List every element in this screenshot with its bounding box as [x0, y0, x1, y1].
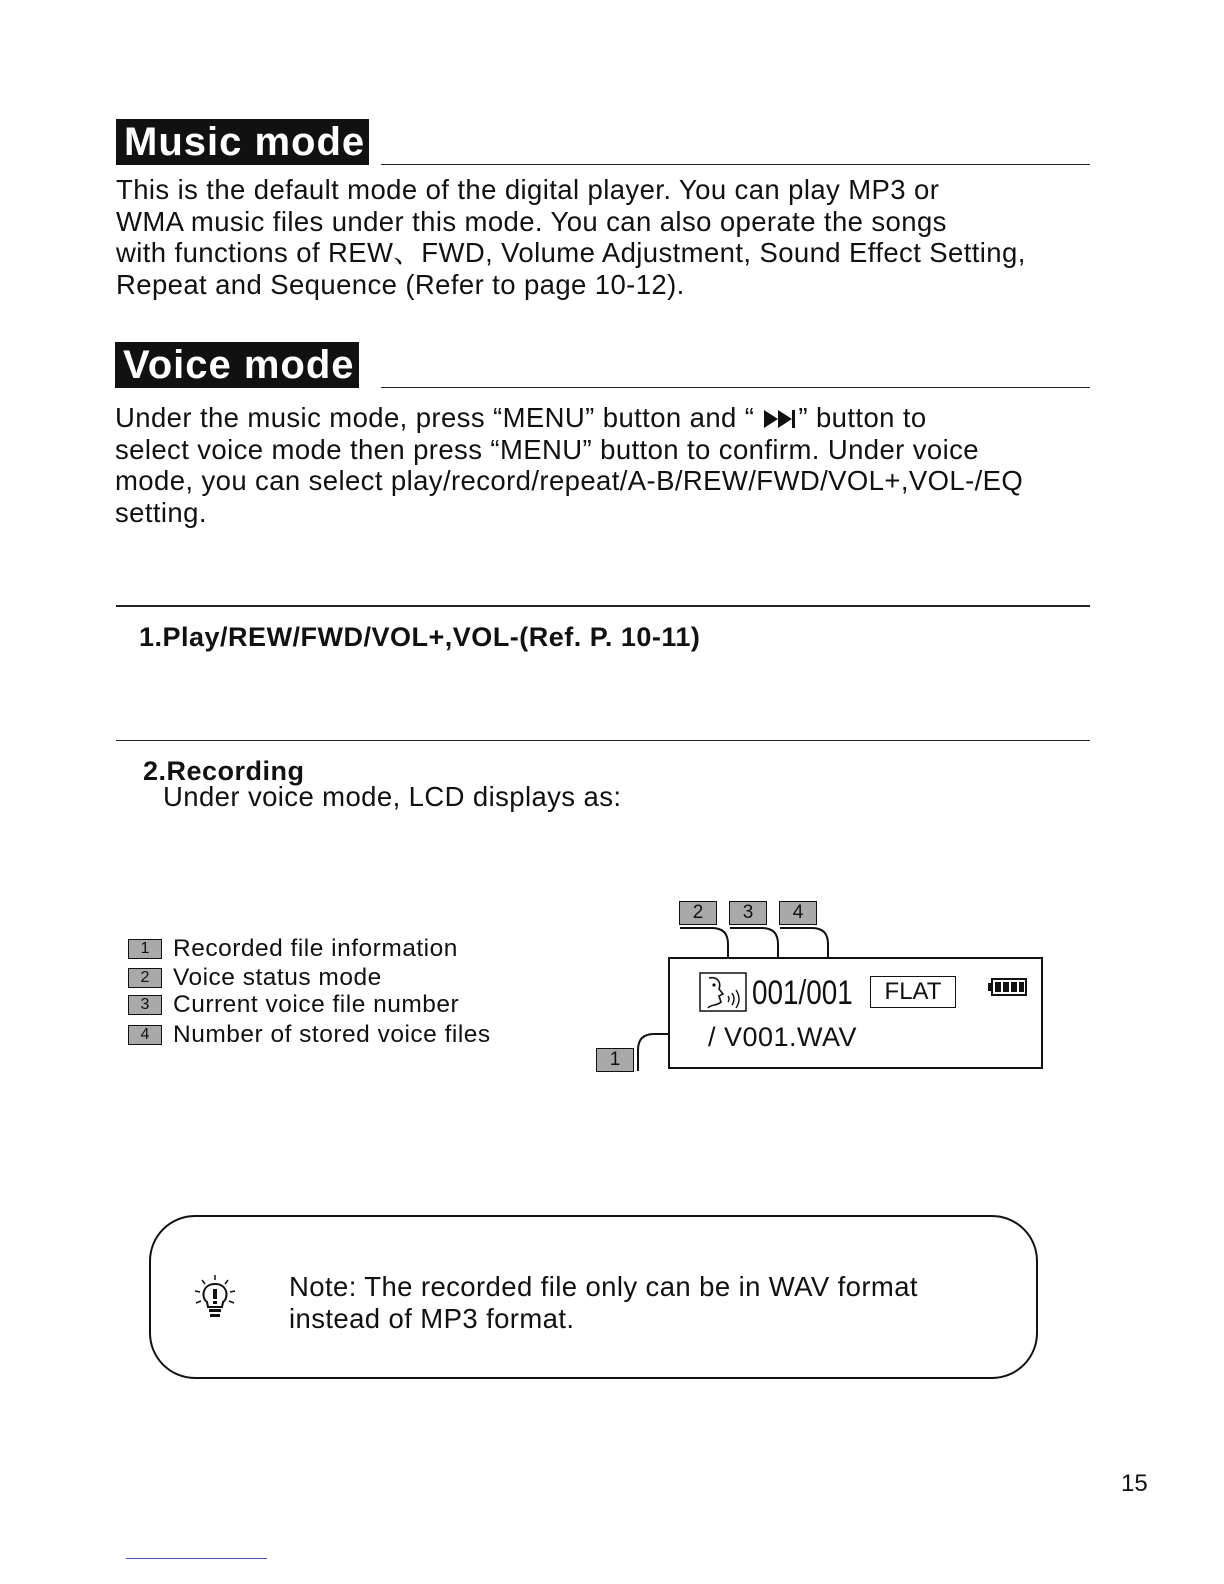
eq-setting-label: FLAT: [870, 976, 956, 1008]
battery-icon: [988, 977, 1028, 997]
callout-4: 4: [779, 901, 817, 925]
voice-line-1-post: ” button to: [798, 402, 927, 433]
voice-line-3: mode, you can select play/record/repeat/A-B/REW/FWD/VOL+,VOL-/EQ: [115, 465, 1024, 497]
music-mode-heading: Music mode: [116, 119, 369, 165]
legend-number-2: 2: [128, 968, 162, 988]
callout-1: 1: [596, 1048, 634, 1072]
recording-heading: 2.Recording: [143, 756, 305, 786]
legend-number-4: 4: [128, 1025, 162, 1045]
legend-text-4: Number of stored voice files: [173, 1021, 491, 1048]
music-line-3: with functions of REW、FWD, Volume Adjustment, Sound Effect Setting,: [116, 237, 1026, 269]
voice-line-4: setting.: [115, 497, 207, 529]
voice-line-2: select voice mode then press “MENU” button to confirm. Under voice: [115, 433, 979, 465]
music-line-1: This is the default mode of the digital player. You can play MP3 or: [116, 174, 940, 205]
voice-line-1-pre: Under the music mode, press “MENU” button and “: [115, 402, 763, 433]
recording-intro: Under voice mode, LCD displays as:: [163, 781, 622, 812]
music-line-2: WMA music files under this mode. You can also operate the songs: [116, 205, 947, 237]
page-number: 15: [1121, 1470, 1148, 1497]
note-line-2: instead of MP3 format.: [289, 1302, 575, 1334]
voice-mode-heading: Voice mode: [115, 342, 359, 388]
legend-number-3: 3: [128, 995, 162, 1015]
footer-link-underline: [126, 1558, 267, 1559]
lightbulb-icon: [193, 1274, 237, 1320]
legend-number-1: 1: [128, 939, 162, 959]
recorded-file-name: / V001.WAV: [708, 1022, 858, 1052]
voice-mode-icon: [699, 972, 747, 1012]
legend-text-3: Current voice file number: [173, 991, 460, 1018]
note-line-1: Note: The recorded file only can be in WAV format: [289, 1271, 918, 1302]
legend-text-2: Voice status mode: [173, 964, 382, 991]
callout-3: 3: [729, 901, 767, 925]
voice-file-counter: 001/001: [752, 974, 853, 1012]
callout-2: 2: [679, 901, 717, 925]
legend-text-1: Recorded file information: [173, 935, 458, 962]
lcd-display: [668, 957, 1043, 1069]
note-text: [289, 1271, 918, 1334]
music-line-4: Repeat and Sequence (Refer to page 10-12).: [116, 269, 685, 301]
play-section-heading: 1.Play/REW/FWD/VOL+,VOL-(Ref. P. 10-11): [139, 622, 701, 652]
